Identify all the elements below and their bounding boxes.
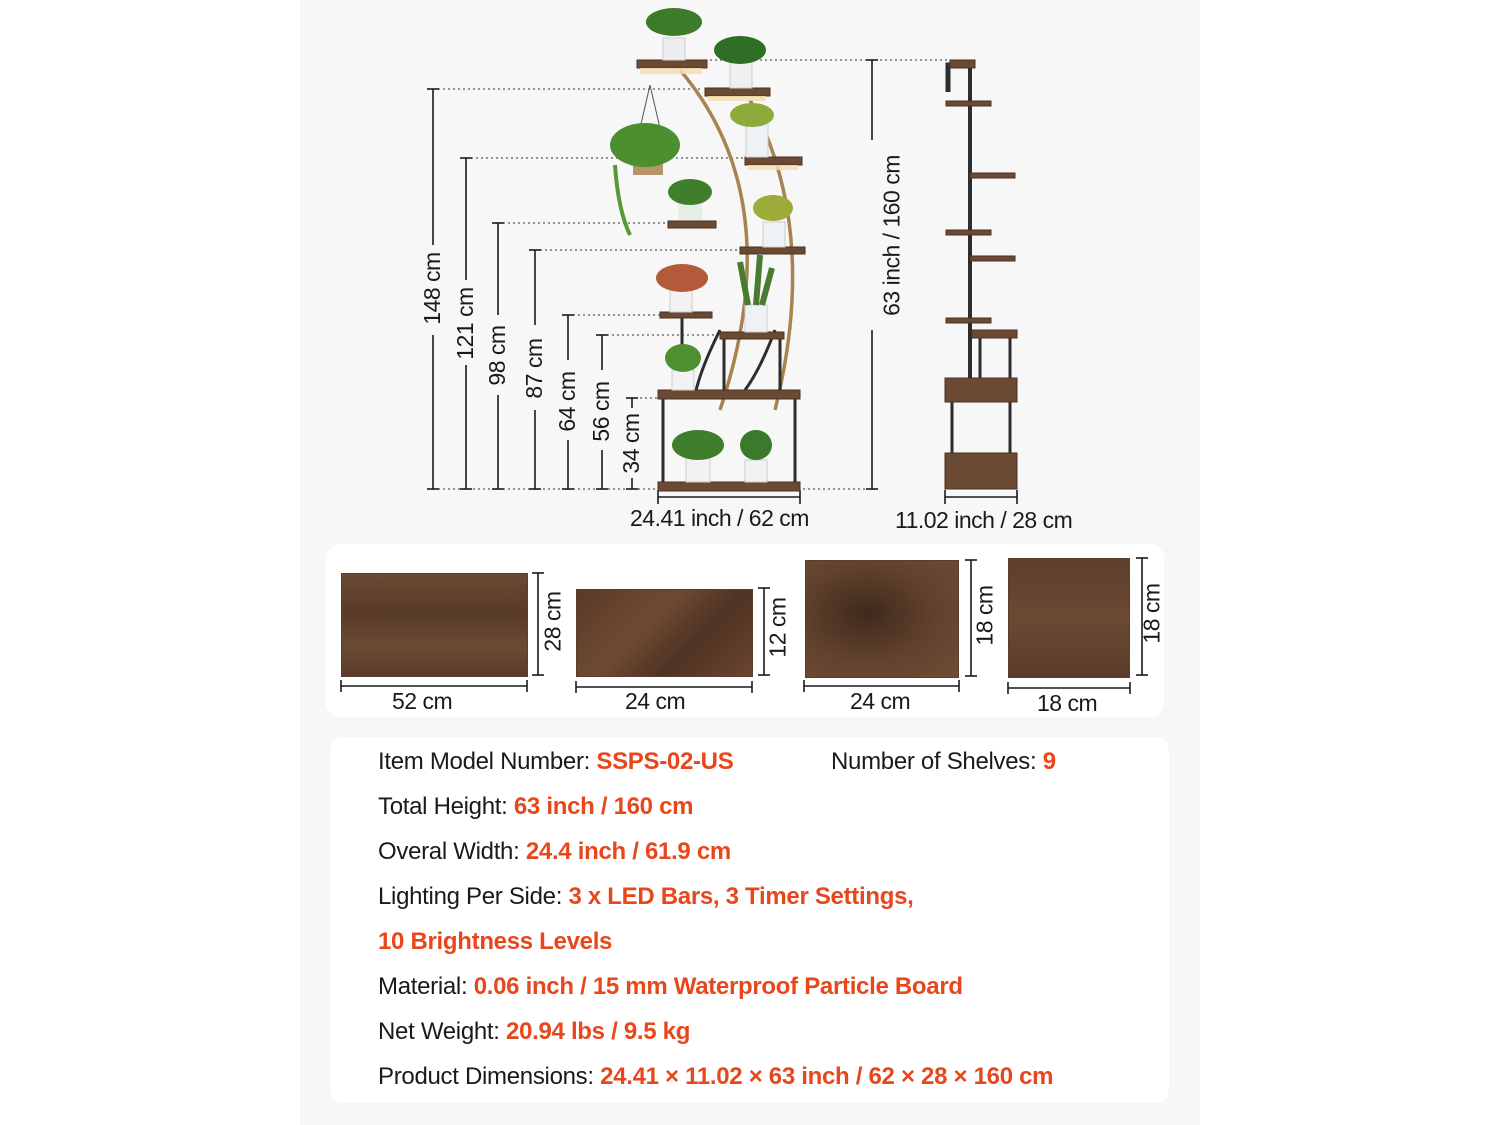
height-label-148: 148 cm <box>419 252 445 325</box>
board-1-width: 52 cm <box>392 688 453 714</box>
spec-dimensions-value: 24.41 × 11.02 × 63 inch / 62 × 28 × 160 cm <box>600 1063 1054 1090</box>
width-label: 24.41 inch / 62 cm <box>630 505 809 531</box>
board-3-depth: 18 cm <box>971 585 998 646</box>
spec-height-value: 63 inch / 160 cm <box>513 793 694 820</box>
spec-width-value: 24.4 inch / 61.9 cm <box>525 838 731 865</box>
board-4-width: 18 cm <box>1037 690 1098 716</box>
spec-shelves <box>831 748 1056 776</box>
spec-dimensions <box>378 1063 1053 1091</box>
spec-model-label: Item Model Number: <box>378 748 597 775</box>
specs-card <box>330 737 1169 1103</box>
height-label-98: 98 cm <box>484 325 510 386</box>
spec-weight-label: Net Weight: <box>378 1018 507 1045</box>
board-4-depth: 18 cm <box>1138 583 1165 644</box>
height-label-64: 64 cm <box>554 371 580 432</box>
height-label-87: 87 cm <box>521 338 547 399</box>
spec-lighting-continued <box>378 928 612 956</box>
spec-material-value: 0.06 inch / 15 mm Waterproof Particle Board <box>473 973 963 1000</box>
height-label-34: 34 cm <box>618 413 644 474</box>
height-label-56: 56 cm <box>588 381 614 442</box>
spec-material-label: Material: <box>378 973 474 1000</box>
spec-shelves-label: Number of Shelves: <box>831 748 1043 775</box>
spec-weight-value: 20.94 lbs / 9.5 kg <box>506 1018 691 1045</box>
total-height-label: 63 inch / 160 cm <box>878 155 905 316</box>
spec-lighting-label: Lighting Per Side: <box>378 883 569 910</box>
depth-label: 11.02 inch / 28 cm <box>895 507 1073 533</box>
spec-model <box>378 748 733 776</box>
board-2-depth: 12 cm <box>764 597 791 658</box>
spec-height <box>378 793 693 821</box>
spec-shelves-value: 9 <box>1042 748 1056 775</box>
spec-lighting-value-cont: 10 Brightness Levels <box>378 928 613 955</box>
spec-lighting <box>378 883 914 911</box>
board-3-width: 24 cm <box>850 688 911 714</box>
spec-lighting-value: 3 x LED Bars, 3 Timer Settings, <box>568 883 914 910</box>
board-2-width: 24 cm <box>625 688 686 714</box>
spec-height-label: Total Height: <box>378 793 514 820</box>
spec-width <box>378 838 731 866</box>
spec-material <box>378 973 963 1001</box>
spec-model-value: SSPS-02-US <box>596 748 734 775</box>
spec-width-label: Overal Width: <box>378 838 526 865</box>
board-1-depth: 28 cm <box>539 591 566 652</box>
height-label-121: 121 cm <box>452 287 478 360</box>
spec-weight <box>378 1018 690 1046</box>
spec-dimensions-label: Product Dimensions: <box>378 1063 601 1090</box>
